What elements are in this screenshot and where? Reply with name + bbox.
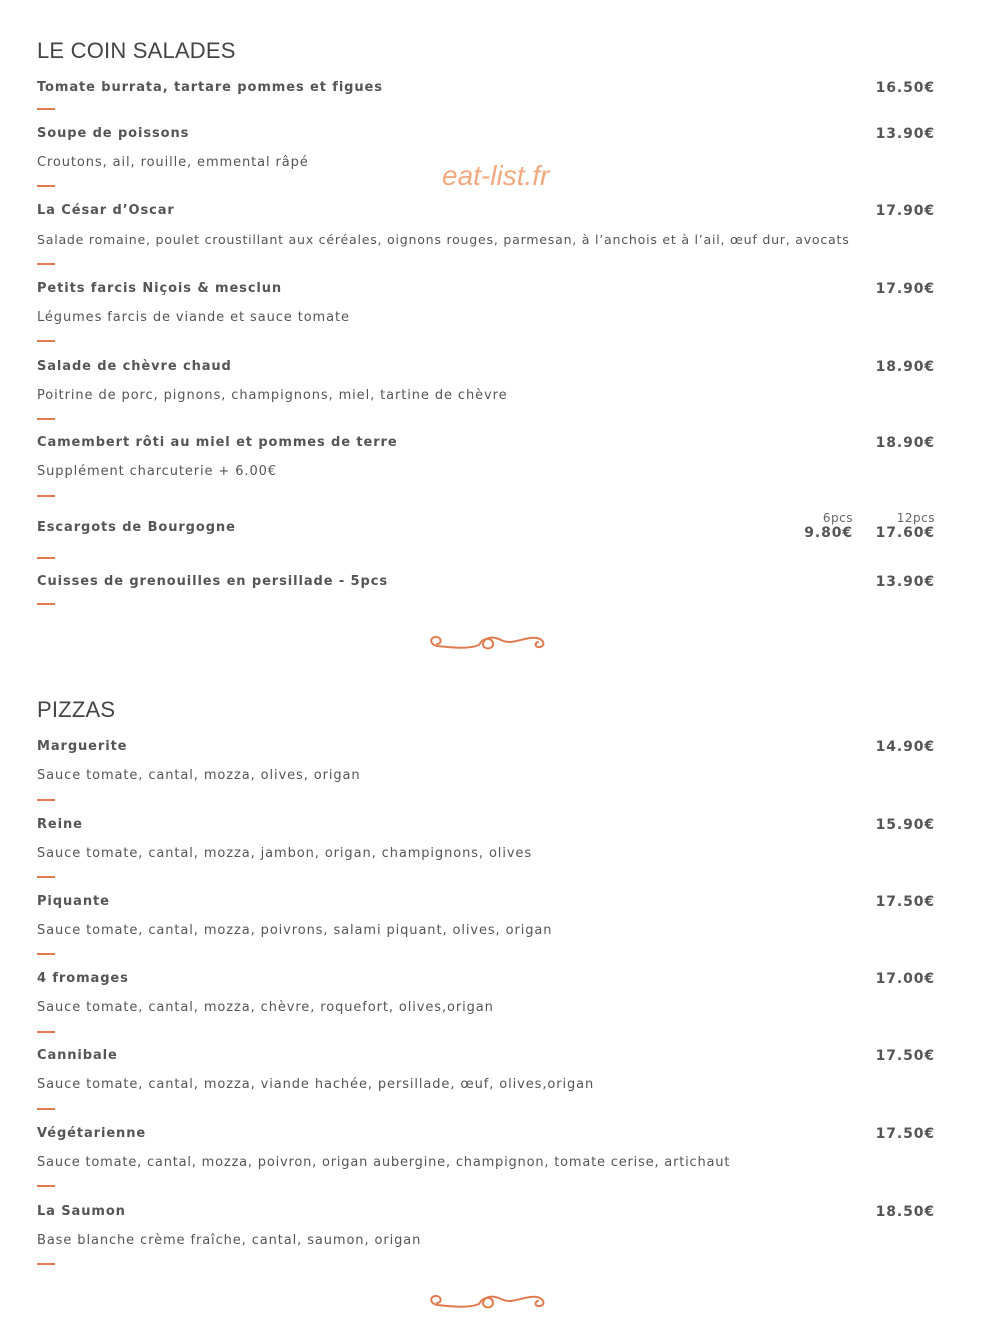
item-name: Marguerite xyxy=(37,739,128,754)
item-description: Supplément charcuterie + 6.00€ xyxy=(37,464,277,479)
watermark-text: eat-list.fr xyxy=(442,160,550,191)
item-name: Escargots de Bourgogne xyxy=(37,520,236,535)
item-price: 17.50€ xyxy=(875,1048,935,1064)
flourish-ornament-icon xyxy=(427,1291,547,1313)
item-name: La César d’Oscar xyxy=(37,203,175,218)
item-name: Petits farcis Niçois & mesclun xyxy=(37,281,283,296)
item-divider xyxy=(37,108,55,110)
item-description: Sauce tomate, cantal, mozza, viande hachée, persillade, œuf, olives,origan xyxy=(37,1077,595,1092)
item-price: 17.90€ xyxy=(875,203,935,219)
item-name: La Saumon xyxy=(37,1204,126,1219)
item-divider xyxy=(37,953,55,955)
item-divider xyxy=(37,1185,55,1187)
item-price: 17.50€ xyxy=(875,894,935,910)
item-divider xyxy=(37,799,55,801)
item-name: Piquante xyxy=(37,894,110,909)
item-divider xyxy=(37,340,55,342)
item-price: 17.00€ xyxy=(875,971,935,987)
item-divider xyxy=(37,1031,55,1033)
item-divider xyxy=(37,1263,55,1265)
item-description: Base blanche crème fraîche, cantal, saumon, origan xyxy=(37,1233,422,1248)
item-description: Légumes farcis de viande et sauce tomate xyxy=(37,310,350,325)
item-divider xyxy=(37,876,55,878)
item-name: 4 fromages xyxy=(37,971,129,986)
item-divider xyxy=(37,1108,55,1110)
item-description: Sauce tomate, cantal, mozza, olives, origan xyxy=(37,768,361,783)
flourish-ornament-icon xyxy=(427,632,547,654)
item-divider xyxy=(37,263,55,265)
multi-price-group xyxy=(795,511,935,545)
price-option xyxy=(875,511,935,541)
item-description: Sauce tomate, cantal, mozza, jambon, origan, champignons, olives xyxy=(37,846,532,861)
item-description: Sauce tomate, cantal, mozza, poivrons, salami piquant, olives, origan xyxy=(37,923,553,938)
item-description: Salade romaine, poulet croustillant aux céréales, oignons rouges, parmesan, à l’anchois et à l’ail, œuf dur, avocats xyxy=(37,232,850,247)
price-quantity: 12pcs xyxy=(896,511,935,525)
item-price: 9.80€ xyxy=(804,525,853,541)
item-name: Tomate burrata, tartare pommes et figues xyxy=(37,80,383,95)
section-title-pizzas: PIZZAS xyxy=(37,697,116,722)
item-price: 16.50€ xyxy=(875,80,935,96)
item-description: Sauce tomate, cantal, mozza, poivron, origan aubergine, champignon, tomate cerise, artichaut xyxy=(37,1155,731,1170)
item-name: Reine xyxy=(37,817,83,832)
item-name: Cannibale xyxy=(37,1048,118,1063)
item-name: Salade de chèvre chaud xyxy=(37,359,232,374)
item-name: Camembert rôti au miel et pommes de terre xyxy=(37,435,398,450)
item-description: Sauce tomate, cantal, mozza, chèvre, roquefort, olives,origan xyxy=(37,1000,494,1015)
item-price: 18.50€ xyxy=(875,1204,935,1220)
item-description: Croutons, ail, rouille, emmental râpé xyxy=(37,155,309,170)
section-title-salades: LE COIN SALADES xyxy=(37,38,236,63)
item-price: 13.90€ xyxy=(875,126,935,142)
item-price: 18.90€ xyxy=(875,359,935,375)
item-divider xyxy=(37,557,55,559)
item-name: Soupe de poissons xyxy=(37,126,190,141)
item-price: 13.90€ xyxy=(875,574,935,590)
item-price: 17.60€ xyxy=(875,525,935,541)
item-price: 15.90€ xyxy=(875,817,935,833)
item-price: 14.90€ xyxy=(875,739,935,755)
item-price: 17.50€ xyxy=(875,1126,935,1142)
item-divider xyxy=(37,185,55,187)
item-name: Cuisses de grenouilles en persillade - 5pcs xyxy=(37,574,388,589)
item-divider xyxy=(37,418,55,420)
item-price: 18.90€ xyxy=(875,435,935,451)
item-divider xyxy=(37,603,55,605)
item-name: Végétarienne xyxy=(37,1126,147,1141)
item-description: Poitrine de porc, pignons, champignons, miel, tartine de chèvre xyxy=(37,388,508,403)
item-divider xyxy=(37,495,55,497)
price-quantity: 6pcs xyxy=(822,511,853,525)
price-option xyxy=(793,511,853,541)
item-price: 17.90€ xyxy=(875,281,935,297)
